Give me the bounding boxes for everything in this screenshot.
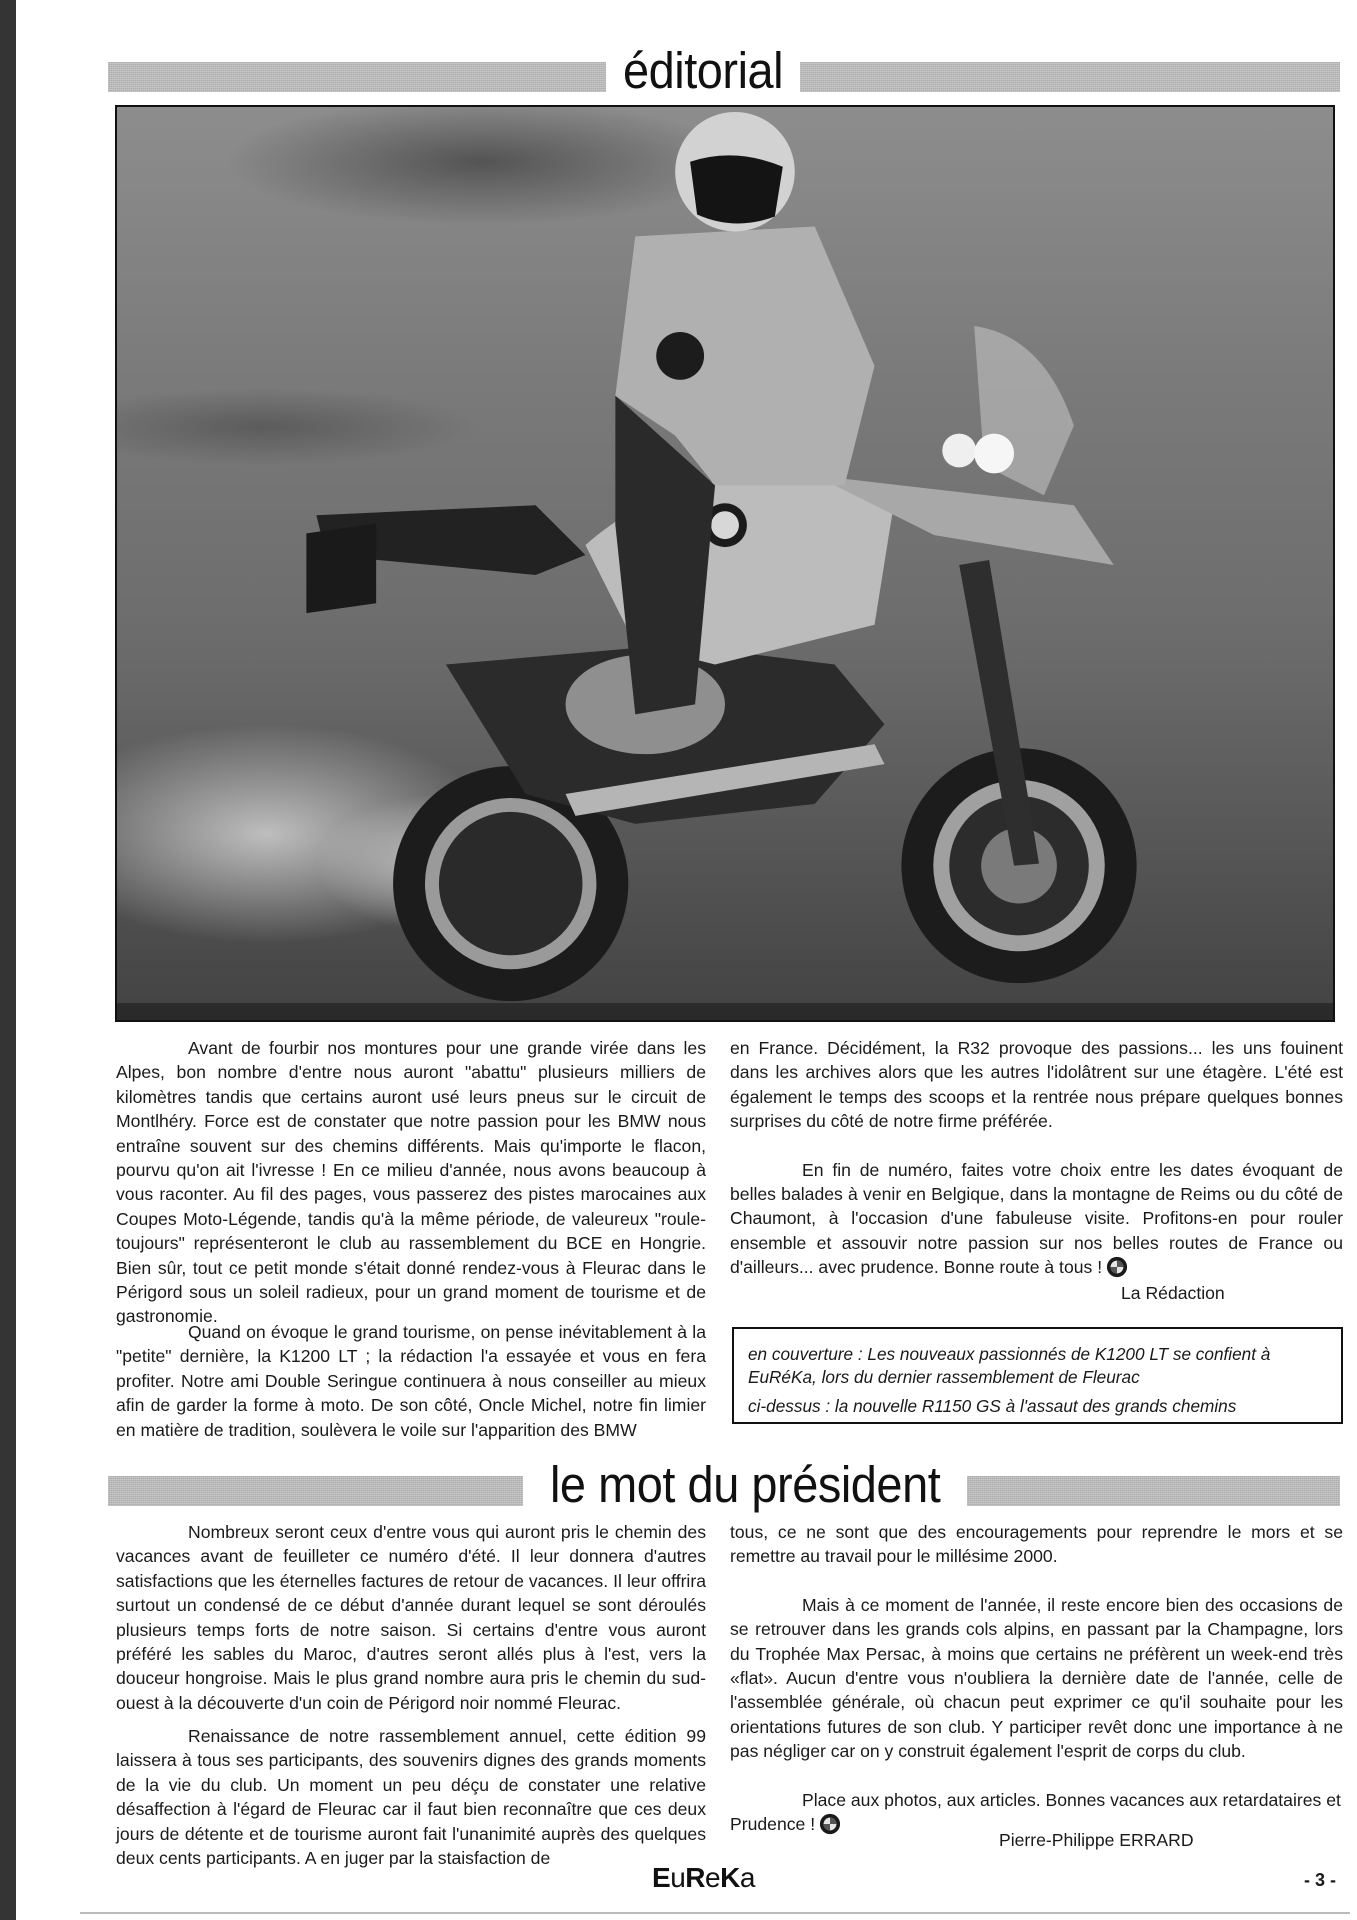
helmet-visor	[690, 155, 783, 223]
editorial-signature: La Rédaction	[1121, 1283, 1225, 1303]
headlight-right	[974, 434, 1014, 474]
logo-letter: R	[685, 1862, 705, 1893]
editorial-paragraph: Avant de fourbir nos montures pour une grande virée dans les Alpes, bon nombre d'entre nous auront "abattu" plusieurs milliers de kilomètres tandis que certains auront usé leurs pneus sur le circuit de Montlhéry. Force est de constater que notre passion pour les BMW nous entraîne souvent sur des chemins différents. Mais qu'importe le flacon, pourvu qu'on ait l'ivresse ! En ce milieu d'année, nous avons beaucoup à vous raconter. Au fil des pages, vous passerez des pistes marocaines aux Coupes Moto-Légende, tandis qu'à la même période, de valeureux "roule-toujours" représenteront le club au rassemblement du BCE en Hongrie. Bien sûr, tout ce petit monde s'était donné rendez-vous à Fleurac dans le Périgord sous un soleil radieux, pour un grand moment de tourisme et de gastronomie.	[116, 1038, 706, 1327]
cover-caption: en couverture : Les nouveaux passionnés de K1200 LT se confient à EuRéKa, lors du dernier rassemblement de Fleurac	[748, 1344, 1271, 1387]
photo-caption: ci-dessus : la nouvelle R1150 GS à l'assaut des grands chemins	[748, 1396, 1237, 1416]
rider-glove	[656, 332, 704, 380]
bmw-roundel-icon	[819, 1813, 841, 1835]
president-header	[108, 1452, 1340, 1516]
eureka-logo	[652, 1862, 755, 1894]
photo-shadow-band	[117, 1003, 1333, 1020]
editorial-header	[108, 38, 1340, 102]
editorial-column-right	[730, 1036, 1343, 1280]
logo-letter: e	[705, 1862, 721, 1893]
logo-letter: a	[739, 1862, 755, 1893]
footer-rule	[80, 1912, 1350, 1914]
page-number: - 3 -	[1304, 1870, 1337, 1890]
president-column-left	[116, 1520, 706, 1715]
logo-letter: u	[670, 1862, 686, 1893]
editorial-column-left-continued	[116, 1320, 706, 1442]
logo-letter: E	[652, 1862, 671, 1893]
president-title: le mot du président	[549, 1455, 941, 1513]
editorial-paragraph-text: En fin de numéro, faites votre choix entre les dates évoquant de belles balades à venir en Belgique, dans la montagne de Reims ou du côté de Chaumont, à l'occasion d'une fabuleuse visite. Profitons-en pour rouler ensemble et assouvir notre passion sur nos belles routes de France ou d'ailleurs... avec prudence. Bonne route à tous !	[730, 1159, 1343, 1278]
editorial-paragraph: Quand on évoque le grand tourisme, on pense inévitablement à la "petite" dernière, la K1200 LT ; la rédaction l'a essayée et vous en fera profiter. Notre ami Double Seringue continuera à nous conseiller au mieux afin de garder la forme à moto. De son côté, Oncle Michel, notre fin limier en matière de tradition, soulèvera le voile sur l'apparition des BMW	[116, 1322, 706, 1440]
rear-hub	[439, 812, 583, 955]
logo-letter: K	[720, 1862, 740, 1893]
header-bar-right	[800, 62, 1340, 92]
motorcycle-photo	[115, 105, 1335, 1022]
header-bar-left	[108, 1476, 523, 1506]
headlight-left	[942, 434, 976, 468]
bmw-tank-badge-inner	[711, 511, 739, 539]
editorial-title: éditorial	[622, 41, 784, 99]
president-paragraph: Renaissance de notre rassemblement annuel, cette édition 99 laissera à tous ses participants, des souvenirs dignes des grands moments de la vie du club. Un moment un peu déçu de constater une relative désaffection à l'égard de Fleurac car il faut bien reconnaître que ces deux jours de détente et de tourisme auront fait l'unanimité auprès des quelques deux cents participants. A en juger par la staisfaction de	[116, 1726, 706, 1869]
president-column-right	[730, 1520, 1343, 1836]
header-bar-right	[967, 1476, 1340, 1506]
header-bar-left	[108, 62, 606, 92]
president-column-left-continued	[116, 1724, 706, 1870]
bmw-roundel-icon	[1106, 1256, 1128, 1278]
editorial-paragraph-closing	[730, 1158, 1343, 1280]
president-paragraph-text: Place aux photos, aux articles. Bonnes vacances aux retardataires et Prudence !	[730, 1789, 1341, 1835]
president-paragraph: Mais à ce moment de l'année, il reste encore bien des occasions de se retrouver dans les grands cols alpins, en passant par la Champagne, lors du Trophée Max Persac, à moins que certains ne préfèrent un week-end très «flat». Aucun d'entre vous n'oubliera la dernière date de l'année, celle de l'assemblée générale, où chacun peut exprimer ce qu'il souhaite pour les orientations futures de son club. Y participer revêt donc une importance à ne pas négliger car on y construit également l'esprit de corps du club.	[730, 1594, 1343, 1762]
president-paragraph: Nombreux seront ceux d'entre vous qui auront pris le chemin des vacances avant de feuilleter ce numéro d'été. Il leur donnera d'autres satisfactions que les éternelles factures de retour de vacances. Il leur offrira surtout un condensé de ce début d'année durant lequel se sont déroulés plusieurs temps forts de notre saison. Si certains d'entre vous auront préféré les sables du Maroc, d'autres seront allés plus à l'est, vers la douceur hongroise. Mais le plus grand nombre aura pris le chemin du sud-ouest à la découverte d'un coin de Périgord noir nommé Fleurac.	[116, 1522, 706, 1713]
president-signature: Pierre-Philippe ERRARD	[999, 1830, 1194, 1850]
license-plate	[306, 524, 376, 613]
motorcycle-illustration	[117, 107, 1333, 1020]
editorial-paragraph: en France. Décidément, la R32 provoque des passions... les uns fouinent dans les archives alors que les autres l'idolâtrent sur une étagère. L'été est également le temps des scoops et la rentrée nous prépare quelques bonnes surprises du côté de notre firme préférée.	[730, 1038, 1343, 1132]
photo-caption-box	[732, 1327, 1343, 1424]
president-paragraph: tous, ce ne sont que des encouragements pour reprendre le mors et se remettre au travail pour le millésime 2000.	[730, 1522, 1343, 1567]
scan-edge	[0, 0, 16, 1920]
editorial-column-left	[116, 1036, 706, 1329]
